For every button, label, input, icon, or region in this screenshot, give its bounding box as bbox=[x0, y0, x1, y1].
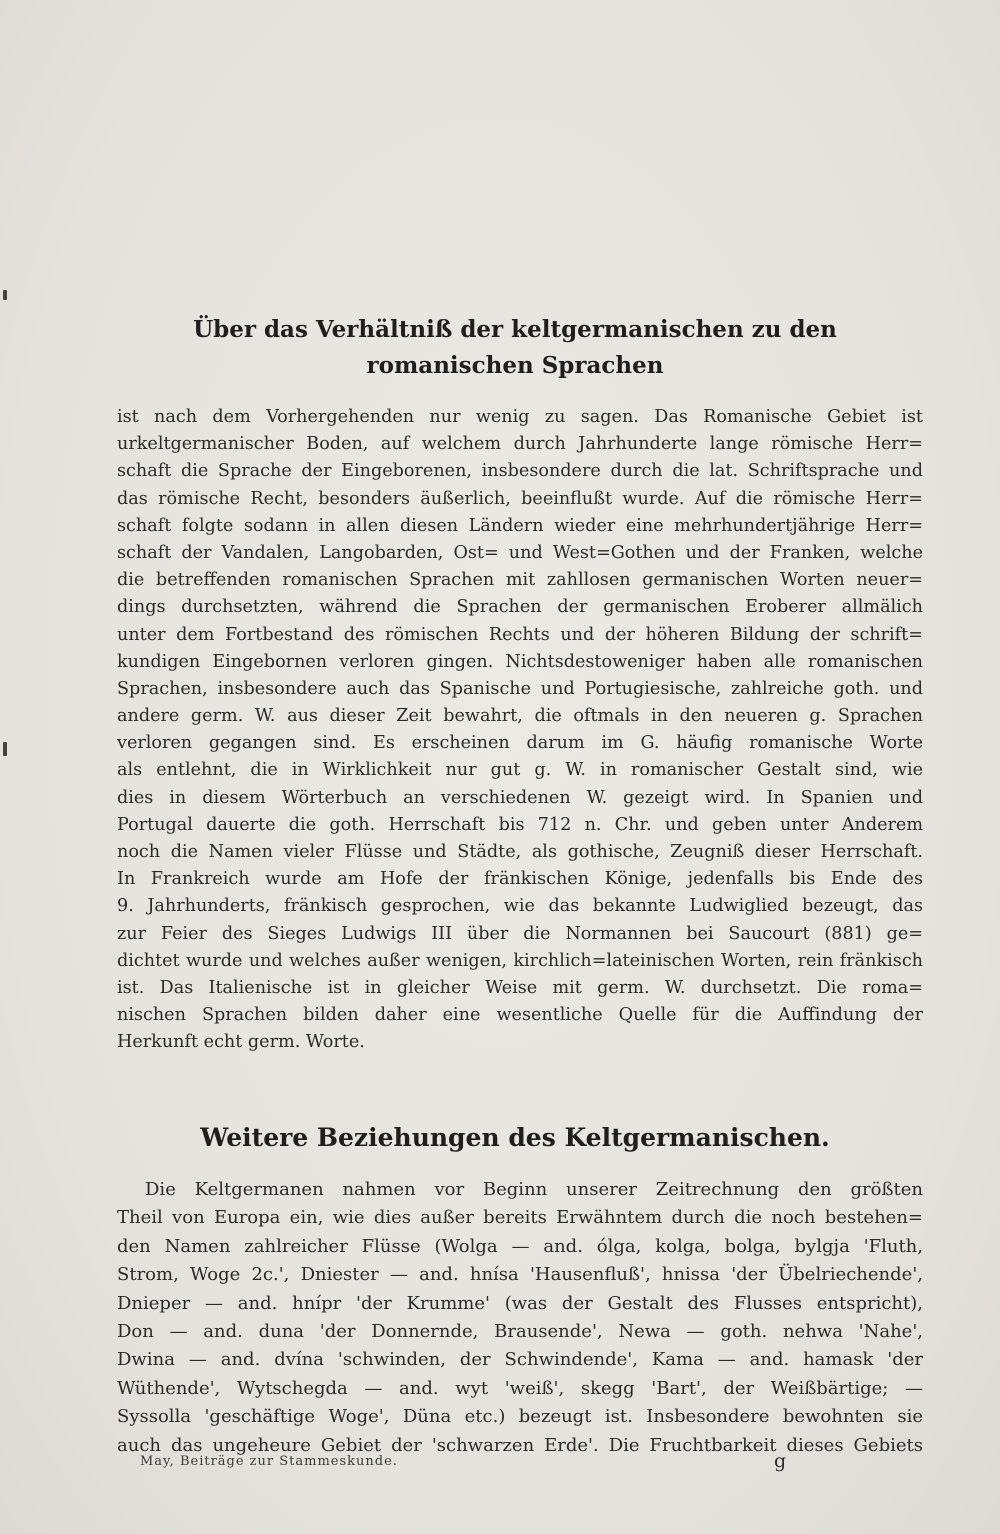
text-line: auch das ungeheure Gebiet der 'schwarzen Erde'. Die Fruchtbarkeit dieses Gebiets bbox=[117, 1434, 923, 1456]
text-line: Die Keltgermanen nahmen vor Beginn unserer Zeitrechnung den größten bbox=[145, 1179, 923, 1200]
running-footer: May, Beiträge zur Stammeskunde. bbox=[140, 1454, 398, 1469]
signature-mark: g bbox=[774, 1450, 787, 1472]
text-line: verloren gegangen sind. Es erscheinen darum im G. häufig romanische Worte bbox=[117, 733, 923, 754]
section-heading-romance-languages bbox=[110, 312, 920, 384]
text-line: dies in diesem Wörterbuch an verschiedenen W. gezeigt wird. In Spanien und bbox=[117, 787, 923, 808]
text-line: noch die Namen vieler Flüsse und Städte, als gothische, Zeugniß dieser Herrschaft. bbox=[117, 842, 923, 862]
heading-line: romanischen Sprachen bbox=[366, 352, 664, 379]
text-line: nischen Sprachen bilden daher eine wesentliche Quelle für die Auffindung der bbox=[117, 1005, 923, 1026]
text-line: unter dem Fortbestand des römischen Rechts und der höheren Bildung der schrift= bbox=[117, 624, 923, 645]
text-line: In Frankreich wurde am Hofe der fränkischen Könige, jedenfalls bis Ende des bbox=[117, 869, 923, 890]
text-line: Portugal dauerte die goth. Herrschaft bis 712 n. Chr. und geben unter Anderem bbox=[117, 814, 923, 835]
text-line: schaft folgte sodann in allen diesen Ländern wieder eine mehrhundertjährige Herr= bbox=[117, 515, 923, 536]
text-line: schaft die Sprache der Eingeborenen, insbesondere durch die lat. Schriftsprache und bbox=[117, 461, 923, 482]
text-line: Wüthende', Wytschegda — and. wyt 'weiß', skegg 'Bart', der Weißbärtige; — bbox=[117, 1377, 923, 1399]
text-line: das römische Recht, besonders äußerlich, beeinflußt wurde. Auf die römische Herr= bbox=[117, 488, 923, 509]
heading-line: Über das Verhältniß der keltgermanischen zu den bbox=[193, 316, 837, 343]
text-line: andere germ. W. aus dieser Zeit bewahrt, die oftmals in den neueren g. Sprachen bbox=[117, 706, 923, 727]
text-line: Don — and. duna 'der Donnernde, Brausende', Newa — goth. nehwa 'Nahe', bbox=[117, 1320, 923, 1342]
text-line: dings durchsetzten, während die Sprachen der germanischen Eroberer allmälich bbox=[117, 597, 923, 618]
text-line: ist nach dem Vorhergehenden nur wenig zu sagen. Das Romanische Gebiet ist bbox=[117, 407, 923, 427]
text-line: als entlehnt, die in Wirklichkeit nur gut g. W. in romanischer Gestalt sind, wie bbox=[117, 760, 923, 781]
binding-mark bbox=[3, 742, 7, 756]
section-heading-further-relations: Weitere Beziehungen des Keltgermanischen. bbox=[200, 1123, 830, 1152]
text-line: Theil von Europa ein, wie dies außer bereits Erwähntem durch die noch bestehen= bbox=[117, 1207, 923, 1229]
text-line: urkeltgermanischer Boden, auf welchem durch Jahrhunderte lange römische Herr= bbox=[117, 434, 923, 455]
text-line: ist. Das Italienische ist in gleicher Weise mit germ. W. durchsetzt. Die roma= bbox=[117, 977, 923, 998]
text-line: Sprachen, insbesondere auch das Spanische und Portugiesische, zahlreiche goth. und bbox=[117, 678, 923, 699]
text-line: die betreffenden romanischen Sprachen mit zahllosen germanischen Worten neuer= bbox=[117, 570, 923, 591]
paragraph-romance-languages bbox=[117, 404, 923, 1057]
text-line: Dnieper — and. hnípr 'der Krumme' (was der Gestalt des Flusses entspricht), bbox=[117, 1292, 923, 1314]
text-line: kundigen Eingebornen verloren gingen. Nichtsdestoweniger haben alle romanischen bbox=[117, 651, 923, 672]
binding-mark bbox=[3, 290, 7, 300]
text-line: den Namen zahlreicher Flüsse (Wolga — and. ólga, kolga, bolga, bylgja 'Fluth, bbox=[117, 1235, 923, 1257]
text-line: schaft der Vandalen, Langobarden, Ost= und West=Gothen und der Franken, welche bbox=[117, 542, 923, 563]
text-line: Herkunft echt germ. Worte. bbox=[117, 1032, 365, 1053]
text-line: Dwina — and. dvína 'schwinden, der Schwindende', Kama — and. hamask 'der bbox=[117, 1349, 923, 1371]
text-line: 9. Jahrhunderts, fränkisch gesprochen, wie das bekannte Ludwiglied bezeugt, das bbox=[117, 896, 923, 917]
text-line: zur Feier des Sieges Ludwigs III über die Normannen bei Saucourt (881) ge= bbox=[117, 923, 923, 944]
text-line: dichtet wurde und welches außer wenigen, kirchlich=lateinischen Worten, rein fränkisch bbox=[117, 950, 923, 971]
text-line: Strom, Woge 2c.', Dniester — and. hnísa 'Hausenfluß', hnissa 'der Übelriechende', bbox=[117, 1264, 923, 1286]
paragraph-further-relations bbox=[117, 1176, 923, 1460]
text-line: Syssolla 'geschäftige Woge', Düna etc.) bezeugt ist. Insbesondere bewohnten sie bbox=[117, 1406, 923, 1428]
